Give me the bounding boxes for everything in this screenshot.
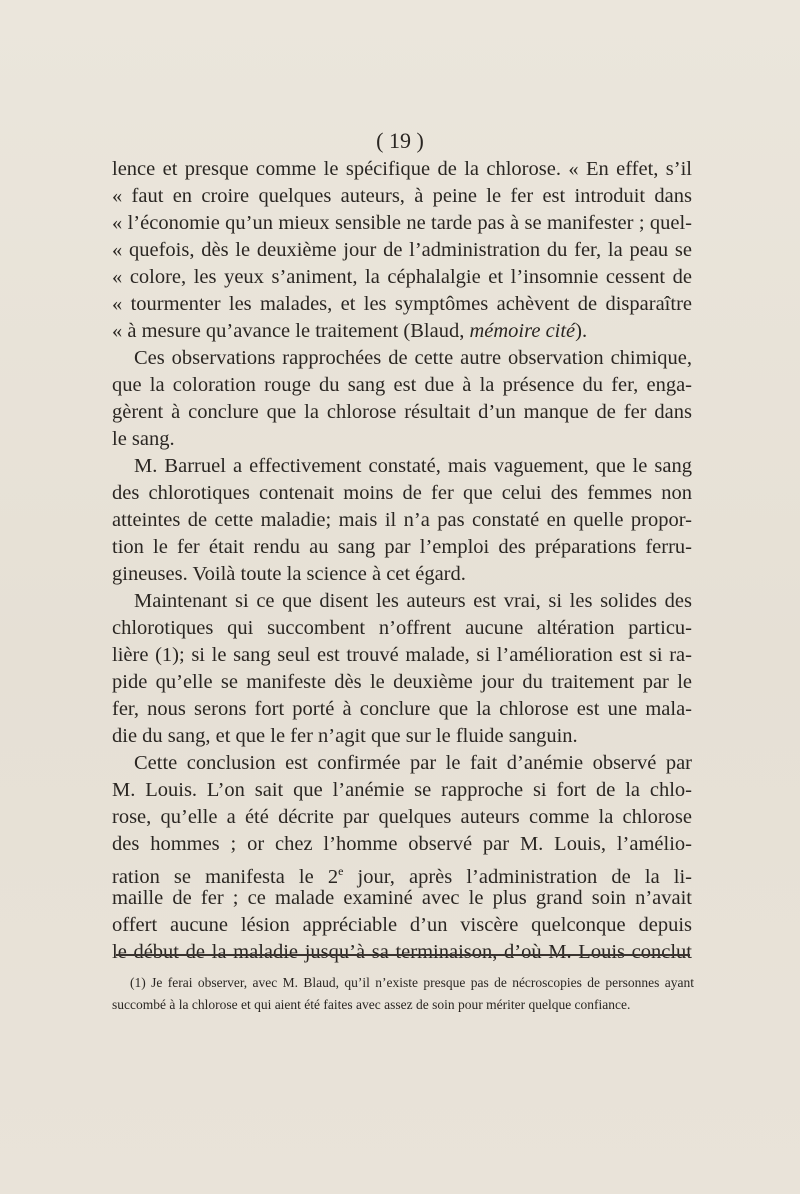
text-line: gèrent à conclure que la chlorose résultait d’un manque de fer dans <box>112 401 692 423</box>
text-line: « tourmenter les malades, et les symptômes achèvent de disparaître <box>112 293 692 315</box>
text-line: des chlorotiques contenait moins de fer que celui des femmes non <box>112 482 692 504</box>
footnote-line: succombé à la chlorose et qui aient été faites avec assez de soin pour mériter quelque confiance. <box>112 997 631 1012</box>
text-line: « faut en croire quelques auteurs, à peine le fer est introduit dans <box>112 185 692 207</box>
text-line: lière (1); si le sang seul est trouvé malade, si l’amélioration est si ra- <box>112 644 692 666</box>
text-line: fer, nous serons fort porté à conclure que la chlorose est une mala- <box>112 698 692 720</box>
text-line: ration se manifesta le 2e jour, après l’administration de la li- <box>112 864 692 888</box>
text-line: « à mesure qu’avance le traitement (Blaud, mémoire cité). <box>112 320 588 342</box>
page-number: ( 19 ) <box>376 128 424 153</box>
text-line: die du sang, et que le fer n’agit que sur le fluide sanguin. <box>112 725 578 747</box>
text-line: le début de la maladie jusqu’à sa terminaison, d’où M. Louis conclut <box>112 941 692 963</box>
footnote-rule <box>116 954 690 956</box>
text-line: M. Barruel a effectivement constaté, mais vaguement, que le sang <box>134 455 692 477</box>
text-line: Maintenant si ce que disent les auteurs est vrai, si les solides des <box>134 590 692 612</box>
text-line: « quefois, dès le deuxième jour de l’administration du fer, la peau se <box>112 239 692 261</box>
text-line: que la coloration rouge du sang est due à la présence du fer, enga- <box>112 374 692 396</box>
text-line: tion le fer était rendu au sang par l’emploi des préparations ferru- <box>112 536 692 558</box>
text-line: pide qu’elle se manifeste dès le deuxième jour du traitement par le <box>112 671 692 693</box>
text-line: Ces observations rapprochées de cette autre observation chimique, <box>134 347 692 369</box>
text-line: M. Louis. L’on sait que l’anémie se rapproche si fort de la chlo- <box>112 779 692 801</box>
body-text <box>112 156 692 966</box>
text-line: Cette conclusion est confirmée par le fait d’anémie observé par <box>134 752 692 774</box>
text-line: « l’économie qu’un mieux sensible ne tarde pas à se manifester ; quel- <box>112 212 692 234</box>
text-line: des hommes ; or chez l’homme observé par M. Louis, l’amélio- <box>112 833 692 855</box>
text-line: offert aucune lésion appréciable d’un viscère quelconque depuis <box>112 914 692 936</box>
text-line: « colore, les yeux s’animent, la céphalalgie et l’insomnie cessent de <box>112 266 692 288</box>
footnote <box>112 972 694 1016</box>
text-line: lence et presque comme le spécifique de la chlorose. « En effet, s’il <box>112 158 692 180</box>
text-line: maille de fer ; ce malade examiné avec le plus grand soin n’avait <box>112 887 692 909</box>
text-line: atteintes de cette maladie; mais il n’a pas constaté en quelle propor- <box>112 509 692 531</box>
text-line: gineuses. Voilà toute la science à cet égard. <box>112 563 466 585</box>
footnote-line: (1) Je ferai observer, avec M. Blaud, qu’il n’existe presque pas de nécroscopies de personnes ayant <box>130 975 694 990</box>
text-line: chlorotiques qui succombent n’offrent aucune altération particu- <box>112 617 692 639</box>
text-line: rose, qu’elle a été décrite par quelques auteurs comme la chlorose <box>112 806 692 828</box>
text-line: le sang. <box>112 428 175 450</box>
